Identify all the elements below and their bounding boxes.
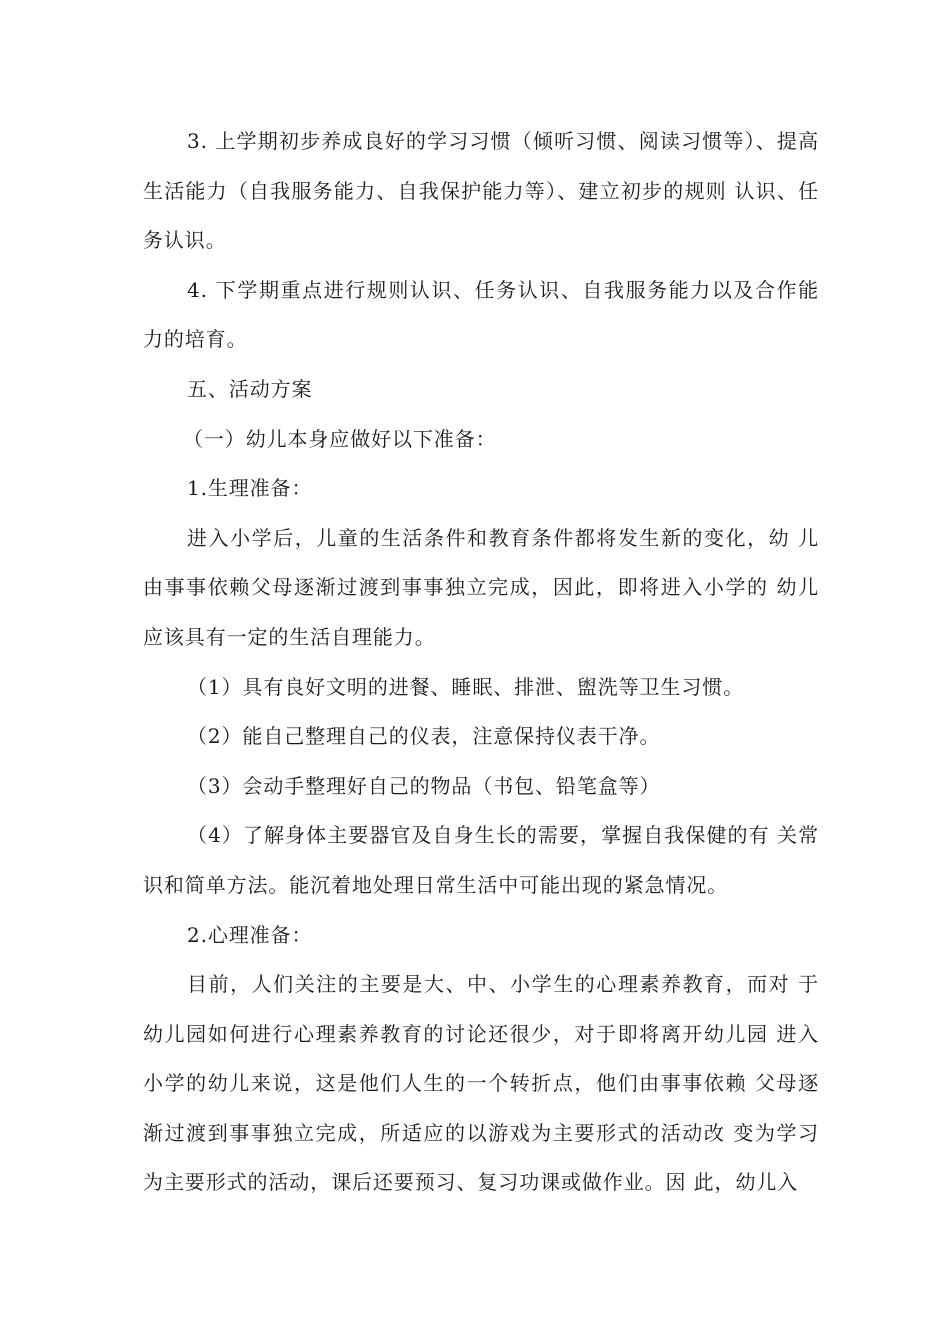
subheading-physical-preparation: 1.生理准备：	[187, 476, 313, 501]
subheading-psychological-preparation: 2.心理准备：	[187, 922, 313, 947]
list-item-2: （2）能自己整理自己的仪表，注意保持仪表干净。	[187, 724, 661, 749]
list-item-1: （1）具有良好文明的进餐、睡眠、排泄、盥洗等卫生习惯。	[187, 674, 745, 699]
paragraph-physical-intro: 进入小学后，儿童的生活条件和教育条件都将发生新的变化，幼 儿由事事依赖父母逐渐过渡到事事独立完成，因此，即将进入小学的 幼儿应该具有一定的生活自理能力。	[143, 525, 819, 649]
paragraph-item-3: 3. 上学期初步养成良好的学习习惯（倾听习惯、阅读习惯等）、提高生活能力（自我服务能力、自我保护能力等）、建立初步的规则 认识、任务认识。	[143, 129, 819, 253]
section-heading-activity-plan: 五、活动方案	[187, 376, 313, 401]
list-item-4: （4）了解身体主要器官及自身生长的需要，掌握自我保健的有 关常识和简单方法。能沉着地处理日常生活中可能出现的紧急情况。	[143, 823, 819, 897]
subsection-heading-child-preparation: （一）幼儿本身应做好以下准备：	[183, 426, 497, 451]
paragraph-item-4: 4. 下学期重点进行规则认识、任务认识、自我服务能力以及合作能力的培育。	[143, 277, 819, 352]
document-body	[143, 117, 819, 1208]
paragraph-psychological-intro: 目前，人们关注的主要是大、中、小学生的心理素养教育，而对 于幼儿园如何进行心理素养教育的讨论还很少，对于即将离开幼儿园 进入小学的幼儿来说，这是他们人生的一个转折点，他们由事事依赖 父母逐渐过渡到事事独立完成，所适应的以游戏为主要形式的活动改 变为学习为主要形式的活动，课后还要预习、复习功课或做作业。因 此，幼儿入	[143, 972, 819, 1195]
list-item-3: （3）会动手整理好自己的物品（书包、铅笔盒等）	[187, 773, 661, 798]
